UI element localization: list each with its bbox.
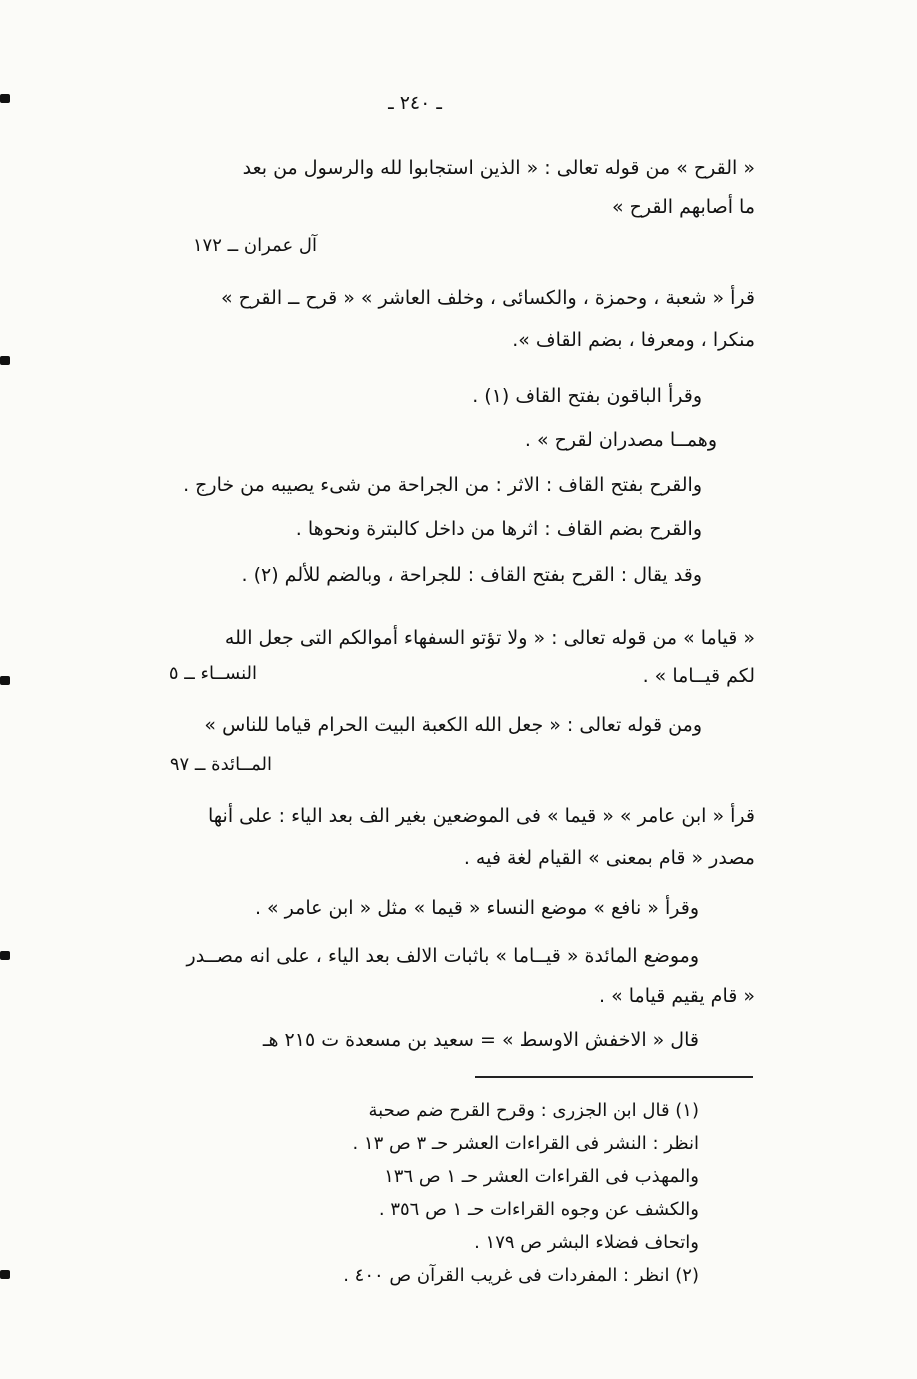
text-line: وقرأ الباقون بفتح القاف (١) . bbox=[472, 385, 702, 407]
text-line: والقرح بفتح القاف : الاثر : من الجراحة من شىء يصيبه من خارج . bbox=[183, 474, 702, 496]
footnote-line: (١) قال ابن الجزرى : وقرح القرح ضم صحبة bbox=[368, 1100, 699, 1121]
text-line: مصدر « قام بمعنى » القيام لغة فيه . bbox=[463, 847, 755, 869]
footnote-line: انظر : النشر فى القراءات العشر حـ ٣ ص ١٣ . bbox=[352, 1133, 699, 1154]
text-line: وموضع المائدة « قيــاما » باثبات الالف بعد الياء ، على انه مصــدر bbox=[186, 945, 699, 967]
text-line: وهمــا مصدران لقرح » . bbox=[524, 429, 717, 451]
text-line: والقرح بضم القاف : اثرها من داخل كالبترة ونحوها . bbox=[295, 518, 702, 540]
binding-mark bbox=[0, 94, 10, 103]
footnote-line: (٢) انظر : المفردات فى غريب القرآن ص ٤٠٠ . bbox=[343, 1265, 699, 1286]
verse-reference: المــائدة ــ ٩٧ bbox=[169, 754, 272, 775]
text-line: « قياما » من قوله تعالى : « ولا تؤتو السفهاء أموالكم التى جعل الله bbox=[224, 627, 755, 649]
page-number: ـ ٢٤٠ ـ bbox=[388, 92, 442, 114]
binding-mark bbox=[0, 676, 10, 685]
text-line: قال « الاخفش الاوسط » = سعيد بن مسعدة ت ٢١٥ هـ bbox=[262, 1029, 699, 1051]
text-line: ما أصابهم القرح » bbox=[611, 196, 755, 218]
binding-mark bbox=[0, 951, 10, 960]
text-line: « قام يقيم قياما » . bbox=[599, 985, 755, 1007]
footnote-line: والمهذب فى القراءات العشر حـ ١ ص ١٣٦ bbox=[384, 1166, 699, 1187]
verse-reference: النســاء ــ ٥ bbox=[168, 663, 257, 684]
verse-reference: آل عمران ــ ١٧٢ bbox=[192, 235, 317, 256]
text-line: منكرا ، ومعرفا ، بضم القاف ». bbox=[512, 329, 755, 351]
binding-mark bbox=[0, 356, 10, 365]
text-line: قرأ « ابن عامر » « قيما » فى الموضعين بغير الف بعد الياء : على أنها bbox=[207, 805, 755, 827]
footnote-separator bbox=[475, 1076, 753, 1078]
text-line: لكم قيــاما » . bbox=[642, 665, 755, 687]
footnote-line: واتحاف فضلاء البشر ص ١٧٩ . bbox=[474, 1232, 699, 1253]
text-line: قرأ « شعبة ، وحمزة ، والكسائى ، وخلف العاشر » « قرح ــ القرح » bbox=[221, 287, 755, 309]
footnote-line: والكشف عن وجوه القراءات حـ ١ ص ٣٥٦ . bbox=[378, 1199, 699, 1220]
binding-mark bbox=[0, 1270, 10, 1279]
text-line: « القرح » من قوله تعالى : « الذين استجابوا لله والرسول من بعد bbox=[242, 157, 755, 179]
text-line: وقرأ « نافع » موضع النساء « قيما » مثل « ابن عامر » . bbox=[254, 897, 699, 919]
text-line: وقد يقال : القرح بفتح القاف : للجراحة ، وبالضم للألم (٢) . bbox=[241, 564, 702, 586]
text-line: ومن قوله تعالى : « جعل الله الكعبة البيت الحرام قياما للناس » bbox=[204, 714, 702, 736]
